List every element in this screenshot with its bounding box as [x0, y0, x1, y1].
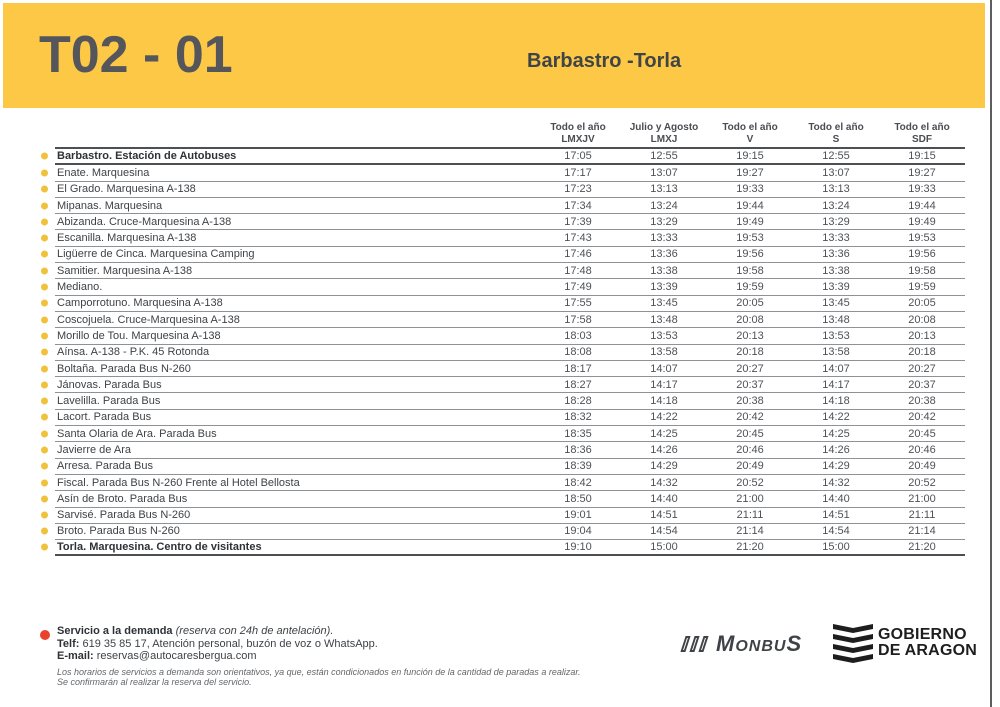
time-cell: 13:58: [822, 346, 850, 359]
time-cell: 21:11: [908, 509, 936, 522]
time-cell: 14:26: [822, 443, 850, 456]
time-cell: 18:08: [564, 346, 592, 359]
time-cell: 19:58: [908, 264, 936, 277]
table-row: [55, 345, 965, 361]
column-header: Todo el año V: [722, 122, 778, 145]
stop-bullet-icon: [41, 169, 48, 176]
header-banner: [3, 3, 985, 108]
time-cell: 13:58: [650, 346, 678, 359]
stop-name: Boltaña. Parada Bus N-260: [57, 362, 191, 375]
time-cell: 13:29: [822, 215, 850, 228]
stop-bullet-icon: [41, 251, 48, 258]
stop-bullet-icon: [41, 300, 48, 307]
time-cell: 13:45: [650, 297, 678, 310]
time-cell: 21:14: [736, 525, 764, 538]
stop-bullet-icon: [41, 430, 48, 437]
stop-bullet-icon: [41, 349, 48, 356]
time-cell: 19:10: [564, 541, 592, 554]
time-cell: 17:05: [564, 150, 592, 163]
column-header: Todo el año SDF: [894, 122, 950, 145]
time-cell: 19:27: [736, 166, 764, 179]
table-row: [55, 328, 965, 344]
time-cell: 20:05: [908, 297, 936, 310]
stop-bullet-icon: [41, 544, 48, 551]
time-cell: 19:53: [736, 232, 764, 245]
time-cell: 18:39: [564, 460, 592, 473]
stop-bullet-icon: [41, 414, 48, 421]
time-cell: 19:27: [908, 166, 936, 179]
table-row: [55, 426, 965, 442]
stop-bullet-icon: [41, 218, 48, 225]
time-cell: 13:38: [822, 264, 850, 277]
stop-bullet-icon: [41, 153, 48, 160]
column-header: Todo el año S: [808, 122, 864, 145]
time-cell: 13:48: [822, 313, 850, 326]
time-cell: 19:44: [908, 199, 936, 212]
route-code: T02 - 01: [39, 26, 233, 84]
time-cell: 13:36: [822, 248, 850, 261]
stop-column-spacer: [55, 120, 535, 146]
time-cell: 20:49: [736, 460, 764, 473]
time-cell: 20:27: [736, 362, 764, 375]
table-row: [55, 214, 965, 230]
monbus-logo: [683, 631, 802, 657]
time-cell: 20:18: [908, 346, 936, 359]
stop-name: Morillo de Tou. Marquesina A-138: [57, 329, 221, 342]
time-cell: 14:51: [822, 509, 850, 522]
time-cell: 20:46: [908, 443, 936, 456]
stop-bullet-icon: [41, 512, 48, 519]
time-cell: 19:56: [736, 248, 764, 261]
time-cell: 20:42: [908, 411, 936, 424]
stop-bullet-icon: [41, 267, 48, 274]
gobierno-de-aragon-logo: [833, 623, 977, 663]
time-cell: 20:37: [736, 378, 764, 391]
phone-label: Telf:: [57, 637, 80, 650]
column-header: Julio y Agosto LMXJ: [629, 122, 699, 145]
time-cell: 19:33: [908, 183, 936, 196]
time-cell: 15:00: [650, 541, 678, 554]
time-cell: 14:29: [650, 460, 678, 473]
table-row: [55, 263, 965, 279]
time-cell: 20:08: [908, 313, 936, 326]
time-cell: 17:58: [564, 313, 592, 326]
time-cell: 20:45: [736, 427, 764, 440]
table-row: [55, 524, 965, 540]
time-cell: 13:33: [822, 232, 850, 245]
table-row: [55, 165, 965, 181]
table-row: [55, 491, 965, 507]
stop-bullet-icon: [41, 528, 48, 535]
time-cell: 14:51: [650, 509, 678, 522]
time-cell: 18:27: [564, 378, 592, 391]
stop-name: Lavelilla. Parada Bus: [57, 395, 161, 408]
table-row: [55, 279, 965, 295]
route-name: Barbastro -Torla: [527, 50, 682, 72]
email-text: reservas@autocaresbergua.com: [93, 650, 257, 662]
monbus-bars-icon: [683, 636, 706, 652]
time-cell: 13:13: [650, 183, 678, 196]
table-row: [55, 198, 965, 214]
phone-text: 619 35 85 17, Atención personal, buzón de voz o WhatsApp.: [79, 637, 378, 650]
time-cell: 20:37: [908, 378, 936, 391]
time-cell: 19:01: [564, 509, 592, 522]
time-cell: 17:46: [564, 248, 592, 261]
time-cell: 19:15: [908, 150, 936, 163]
time-cell: 13:33: [650, 232, 678, 245]
time-cell: 14:40: [650, 492, 678, 505]
table-row: [55, 149, 965, 165]
timetable-body: [55, 147, 965, 556]
table-row: [55, 377, 965, 393]
time-cell: 17:48: [564, 264, 592, 277]
time-cell: 13:36: [650, 248, 678, 261]
stop-name: Arresa. Parada Bus: [57, 460, 153, 473]
email-line: [57, 650, 581, 663]
stop-bullet-icon: [41, 381, 48, 388]
monbus-letter: M: [716, 631, 736, 656]
stop-name: Ligüerre de Cinca. Marquesina Camping: [57, 248, 255, 261]
stop-name: Samitier. Marquesina A-138: [57, 264, 193, 277]
gobierno-wordmark: [878, 627, 977, 659]
time-cell: 13:39: [822, 281, 850, 294]
time-cell: 21:00: [736, 492, 764, 505]
time-cell: 17:17: [564, 166, 592, 179]
stop-bullet-icon: [41, 495, 48, 502]
time-cell: 13:45: [822, 297, 850, 310]
stop-name: Fiscal. Parada Bus N-260 Frente al Hotel Bellosta: [57, 476, 300, 489]
stop-bullet-icon: [41, 332, 48, 339]
time-cell: 19:59: [736, 281, 764, 294]
time-cell: 18:32: [564, 411, 592, 424]
demand-service-note: (reserva con 24h de antelación).: [172, 625, 334, 637]
stop-name: Barbastro. Estación de Autobuses: [57, 150, 237, 163]
time-cell: 20:52: [736, 476, 764, 489]
time-cell: 14:29: [822, 460, 850, 473]
time-cell: 13:48: [650, 313, 678, 326]
time-cell: 14:18: [650, 395, 678, 408]
table-row: [55, 296, 965, 312]
time-cell: 20:45: [908, 427, 936, 440]
table-row: [55, 361, 965, 377]
table-row: [55, 540, 965, 556]
time-cell: 19:33: [736, 183, 764, 196]
time-cell: 19:44: [736, 199, 764, 212]
time-cell: 21:14: [908, 525, 936, 538]
time-cell: 19:58: [736, 264, 764, 277]
monbus-letter: S: [786, 631, 803, 656]
time-cell: 19:56: [908, 248, 936, 261]
time-cell: 14:25: [822, 427, 850, 440]
time-cell: 14:17: [822, 378, 850, 391]
time-cell: 14:32: [822, 476, 850, 489]
demand-service-bullet-icon: [40, 630, 50, 640]
time-cell: 17:39: [564, 215, 592, 228]
time-cell: 13:07: [650, 166, 678, 179]
time-cell: 14:54: [822, 525, 850, 538]
time-cell: 13:24: [822, 199, 850, 212]
stop-bullet-icon: [41, 398, 48, 405]
time-cell: 20:27: [908, 362, 936, 375]
stop-bullet-icon: [41, 463, 48, 470]
time-cell: 17:49: [564, 281, 592, 294]
stop-name: Jánovas. Parada Bus: [57, 378, 162, 391]
time-cell: 21:20: [736, 541, 764, 554]
stop-bullet-icon: [41, 365, 48, 372]
time-cell: 18:35: [564, 427, 592, 440]
time-cell: 18:28: [564, 395, 592, 408]
time-cell: 18:36: [564, 443, 592, 456]
stop-name: Santa Olaria de Ara. Parada Bus: [57, 427, 217, 440]
time-cell: 18:50: [564, 492, 592, 505]
timetable-header-row: [55, 120, 965, 146]
stop-name: Asín de Broto. Parada Bus: [57, 492, 188, 505]
time-cell: 14:07: [822, 362, 850, 375]
time-cell: 19:49: [908, 215, 936, 228]
page-edge-line: [990, 0, 992, 707]
stop-name: Camporrotuno. Marquesina A-138: [57, 297, 223, 310]
time-cell: 13:24: [650, 199, 678, 212]
stop-bullet-icon: [41, 316, 48, 323]
time-cell: 20:42: [736, 411, 764, 424]
stop-name: Abizanda. Cruce-Marquesina A-138: [57, 215, 232, 228]
monbus-letters: ONBU: [735, 638, 787, 655]
time-cell: 14:18: [822, 395, 850, 408]
time-cell: 19:04: [564, 525, 592, 538]
time-cell: 20:38: [736, 395, 764, 408]
time-cell: 14:22: [650, 411, 678, 424]
table-row: [55, 182, 965, 198]
table-row: [55, 475, 965, 491]
time-cell: 12:55: [822, 150, 850, 163]
table-row: [55, 247, 965, 263]
disclaimer-text: [57, 667, 581, 688]
time-cell: 15:00: [822, 541, 850, 554]
aragon-zigzag-icon: [833, 623, 873, 663]
stop-bullet-icon: [41, 479, 48, 486]
time-cell: 20:52: [908, 476, 936, 489]
time-cell: 14:07: [650, 362, 678, 375]
stop-name: Enate. Marquesina: [57, 166, 150, 179]
time-cell: 20:08: [736, 313, 764, 326]
time-cell: 20:18: [736, 346, 764, 359]
phone-line: [57, 638, 581, 651]
time-cell: 17:55: [564, 297, 592, 310]
table-row: [55, 442, 965, 458]
time-cell: 14:17: [650, 378, 678, 391]
stop-bullet-icon: [41, 202, 48, 209]
time-cell: 21:00: [908, 492, 936, 505]
stop-bullet-icon: [41, 186, 48, 193]
time-cell: 13:29: [650, 215, 678, 228]
email-label: E-mail:: [57, 650, 94, 662]
time-cell: 19:59: [908, 281, 936, 294]
table-row: [55, 312, 965, 328]
time-cell: 17:23: [564, 183, 592, 196]
time-cell: 18:42: [564, 476, 592, 489]
time-cell: 19:49: [736, 215, 764, 228]
demand-service-line: [57, 625, 581, 638]
time-cell: 14:26: [650, 443, 678, 456]
time-cell: 14:54: [650, 525, 678, 538]
time-cell: 13:07: [822, 166, 850, 179]
time-cell: 20:13: [736, 329, 764, 342]
time-cell: 13:38: [650, 264, 678, 277]
monbus-wordmark: [716, 631, 802, 657]
stop-name: Escanilla. Marquesina A-138: [57, 232, 197, 245]
table-row: [55, 508, 965, 524]
stop-name: Torla. Marquesina. Centro de visitantes: [57, 541, 262, 554]
gobierno-line-2: DE ARAGON: [878, 642, 977, 659]
time-cell: 14:32: [650, 476, 678, 489]
time-cell: 13:39: [650, 281, 678, 294]
table-row: [55, 393, 965, 409]
stop-name: Broto. Parada Bus N-260: [57, 525, 180, 538]
stop-bullet-icon: [41, 235, 48, 242]
demand-service-title: Servicio a la demanda: [57, 625, 173, 637]
stop-name: Lacort. Parada Bus: [57, 411, 152, 424]
stop-name: Javierre de Ara: [57, 443, 131, 456]
stop-name: Coscojuela. Cruce-Marquesina A-138: [57, 313, 240, 326]
table-row: [55, 230, 965, 246]
time-cell: 18:03: [564, 329, 592, 342]
disclaimer-line-2: Se confirmarán al realizar la reserva del servicio.: [57, 677, 252, 687]
column-header: Todo el año LMXJV: [550, 122, 606, 145]
time-cell: 21:11: [736, 509, 764, 522]
stop-bullet-icon: [41, 446, 48, 453]
stop-name: Sarvisé. Parada Bus N-260: [57, 509, 191, 522]
time-cell: 20:38: [908, 395, 936, 408]
time-cell: 13:53: [822, 329, 850, 342]
time-cell: 14:22: [822, 411, 850, 424]
table-row: [55, 410, 965, 426]
gobierno-line-1: GOBIERNO: [878, 626, 967, 643]
table-row: [55, 459, 965, 475]
time-cell: 14:25: [650, 427, 678, 440]
time-cell: 20:46: [736, 443, 764, 456]
time-cell: 19:15: [736, 150, 764, 163]
time-cell: 14:40: [822, 492, 850, 505]
stop-name: Mipanas. Marquesina: [57, 199, 163, 212]
time-cell: 20:49: [908, 460, 936, 473]
stop-bullet-icon: [41, 284, 48, 291]
footer-info-block: [57, 625, 581, 688]
time-cell: 21:20: [908, 541, 936, 554]
time-cell: 20:13: [908, 329, 936, 342]
stop-name: Aínsa. A-138 - P.K. 45 Rotonda: [57, 346, 210, 359]
time-cell: 17:34: [564, 199, 592, 212]
time-cell: 17:43: [564, 232, 592, 245]
disclaimer-line-1: Los horarios de servicios a demanda son orientativos, ya que, están condicionados en función de la cantidad de paradas a realizar.: [57, 666, 581, 677]
time-cell: 13:53: [650, 329, 678, 342]
time-cell: 13:13: [822, 183, 850, 196]
stop-name: El Grado. Marquesina A-138: [57, 183, 196, 196]
time-cell: 20:05: [736, 297, 764, 310]
time-cell: 19:53: [908, 232, 936, 245]
stop-name: Mediano.: [57, 281, 103, 294]
time-cell: 12:55: [650, 150, 678, 163]
time-cell: 18:17: [564, 362, 592, 375]
